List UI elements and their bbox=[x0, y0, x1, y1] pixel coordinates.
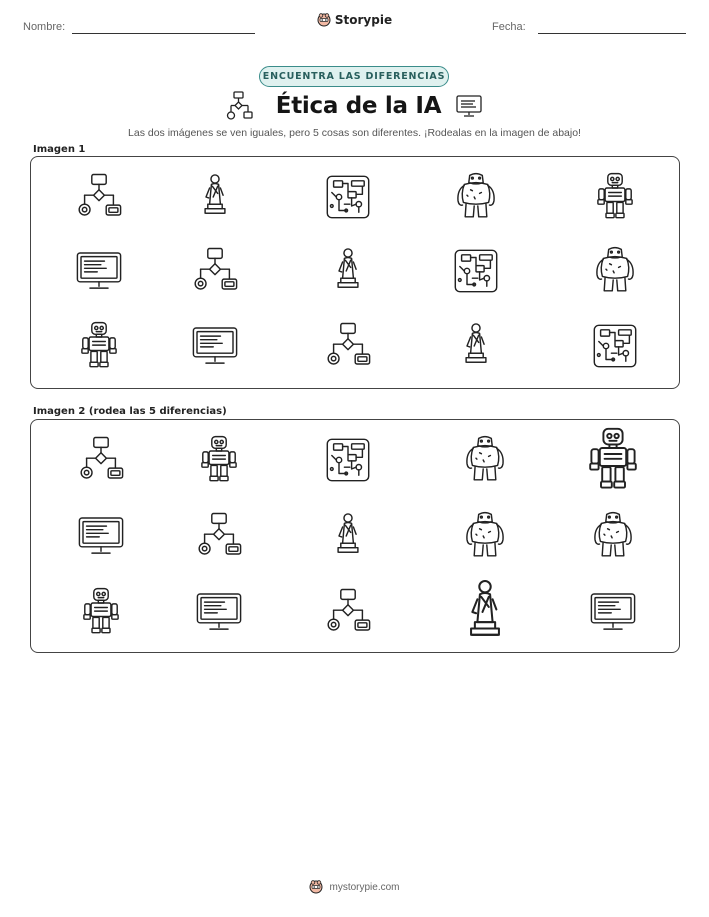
category-pill: ENCUENTRA LAS DIFERENCIAS bbox=[259, 66, 449, 87]
circuit-icon bbox=[449, 244, 503, 298]
robot-icon[interactable] bbox=[74, 585, 128, 639]
statue-icon[interactable] bbox=[321, 509, 375, 563]
name-line[interactable] bbox=[72, 33, 255, 34]
golem-icon bbox=[449, 170, 503, 224]
monitor-icon bbox=[455, 93, 483, 119]
instructions: Las dos imágenes se ven iguales, pero 5 cosas son diferentes. ¡Rodealas en la imagen de abajo! bbox=[128, 127, 581, 139]
monitor-icon[interactable] bbox=[74, 509, 128, 563]
flowchart-icon[interactable] bbox=[321, 585, 375, 639]
brand-name: Storypie bbox=[334, 13, 393, 27]
storypie-mascot-icon bbox=[309, 880, 323, 894]
robot-icon[interactable] bbox=[192, 433, 246, 487]
name-label: Nombre: bbox=[23, 21, 66, 33]
robot-icon[interactable] bbox=[577, 424, 649, 496]
storypie-mascot-icon bbox=[317, 13, 331, 27]
golem-icon[interactable] bbox=[458, 509, 512, 563]
robot-icon bbox=[588, 170, 642, 224]
golem-icon[interactable] bbox=[586, 509, 640, 563]
circuit-icon bbox=[321, 170, 375, 224]
golem-icon bbox=[588, 244, 642, 298]
flowchart-icon bbox=[321, 319, 375, 373]
panel1-label: Imagen 1 bbox=[33, 144, 86, 155]
footer-url: mystorypie.com bbox=[329, 881, 400, 893]
statue-icon bbox=[449, 319, 503, 373]
image2-panel[interactable] bbox=[30, 419, 680, 653]
brand-logo bbox=[0, 13, 709, 27]
flowchart-icon[interactable] bbox=[192, 509, 246, 563]
worksheet-title: Ética de la IA bbox=[275, 93, 442, 119]
date-label: Fecha: bbox=[492, 21, 526, 33]
circuit-icon[interactable] bbox=[321, 433, 375, 487]
statue-icon[interactable] bbox=[447, 574, 523, 650]
robot-icon bbox=[72, 319, 126, 373]
footer bbox=[0, 880, 709, 894]
statue-icon bbox=[321, 244, 375, 298]
monitor-icon bbox=[72, 244, 126, 298]
golem-icon[interactable] bbox=[458, 433, 512, 487]
title-row bbox=[0, 91, 709, 121]
flowchart-icon bbox=[226, 91, 262, 121]
monitor-icon[interactable] bbox=[586, 585, 640, 639]
circuit-icon bbox=[588, 319, 642, 373]
monitor-icon bbox=[188, 319, 242, 373]
flowchart-icon bbox=[188, 244, 242, 298]
flowchart-icon bbox=[72, 170, 126, 224]
image1-panel bbox=[30, 156, 680, 389]
date-line[interactable] bbox=[538, 33, 686, 34]
flowchart-icon[interactable] bbox=[74, 433, 128, 487]
statue-icon bbox=[188, 170, 242, 224]
monitor-icon[interactable] bbox=[192, 585, 246, 639]
panel2-label: Imagen 2 (rodea las 5 diferencias) bbox=[33, 406, 227, 417]
